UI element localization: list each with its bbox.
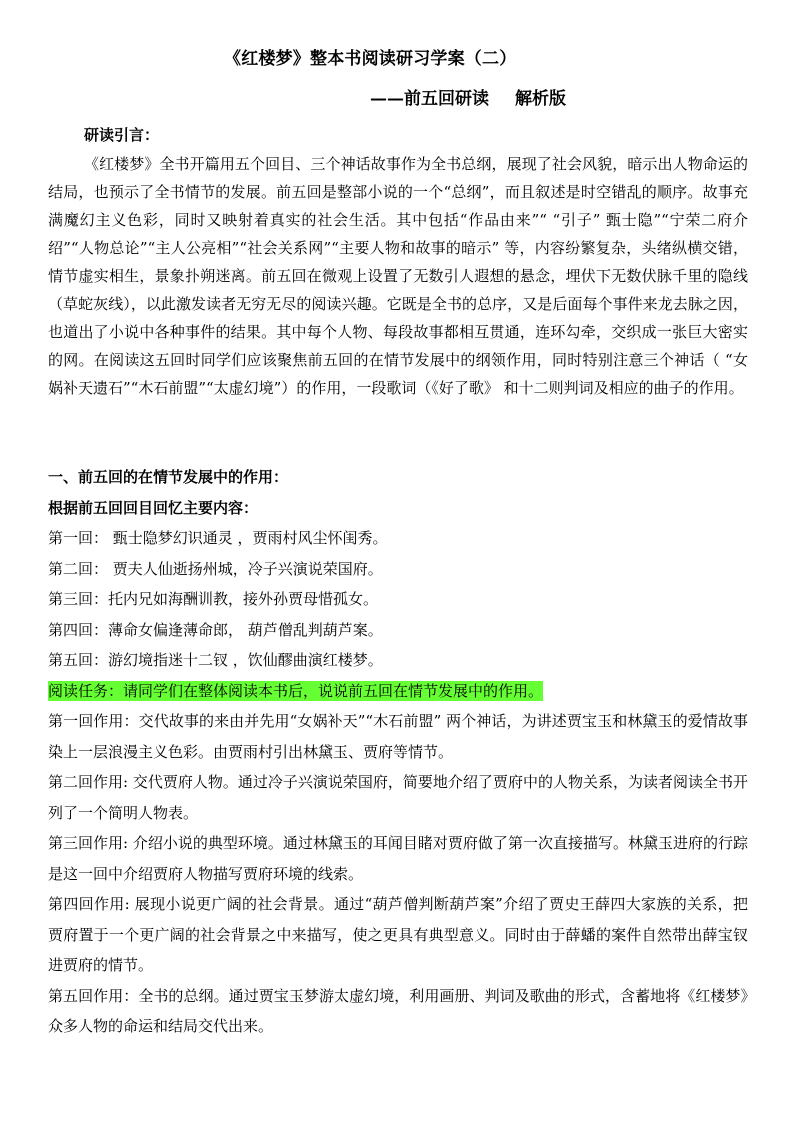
reading-task-highlight: 阅读任务：请同学们在整体阅读本书后，说说前五回在情节发展中的作用。 [48,681,544,700]
chapter-item: 第一回： 甄士隐梦幻识通灵 ，贾雨村风尘怀闺秀。 [48,529,388,547]
analysis-item: 第三回作用: 介绍小说的典型环境。通过林黛玉的耳闻目睹对贾府做了第一次直接描写。林黛玉进府的行踪是这一回中介绍贾府人物描写贾府环境的线索。 [48,834,748,883]
chapter-item: 第三回：托内兄如海酬训教，接外孙贾母惜孤女。 [48,590,379,608]
section-heading: 一、前五回的在情节发展中的作用： [48,468,289,486]
subtitle-main: ——前五回研读 [370,89,489,109]
analysis-item: 第一回作用：交代故事的来由并先用“女娲补天”“木石前盟” 两个神话，为讲述贾宝玉和林黛玉的爱情故事染上一层浪漫主义色彩。由贾雨村引出林黛玉、贾府等情节。 [48,712,748,761]
intro-heading: 研读引言： [84,126,160,144]
page-subtitle [370,84,566,109]
page-title: 《红楼梦》整本书阅读研习学案（二） [224,49,517,69]
chapter-item: 第二回： 贾夫人仙逝扬州城，冷子兴演说荣国府。 [48,559,383,578]
recall-heading: 根据前五回回目回忆主要内容： [48,498,259,517]
section-plot-role [48,462,748,1042]
analysis-item: 第二回作用: 交代贾府人物。通过冷子兴演说荣国府，简要地介绍了贾府中的人物关系，为读者阅读全书开列了一个简明人物表。 [48,773,748,822]
subtitle-tag: 解析版 [515,89,566,109]
analysis-item: 第五回作用：全书的总纲。通过贾宝玉梦游太虚幻境，利用画册、判词及歌曲的形式，含蓄地将《红楼梦》众多人物的命运和结局交代出来。 [48,986,748,1035]
intro-paragraph: 《红楼梦》全书开篇用五个回目、三个神话故事作为全书总纲，展现了社会风貌，暗示出人物命运的结局，也预示了全书情节的发展。前五回是整部小说的一个“总纲”，而且叙述是时空错乱的顺序。故事充满魔幻主义色彩，同时又映射着真实的社会生活。其中包括“作品由来”“ “引子” 甄士隐”“宁荣二府介绍”“人物总论”“主人公亮相”“社会关系网”“主要人物和故事的暗示” 等，内容纷繁复杂，头绪纵横交错，情节虚实相生，景象扑朔迷离。前五回在微观上设置了无数引人遐想的悬念，埋伏下无数伏脉千里的隐线（草蛇灰线），以此激发读者无穷无尽的阅读兴趣。它既是全书的总序，又是后面每个事件来龙去脉之因，也道出了小说中各种事件的结果。其中每个人物、每段故事都相互贯通，连环勾牵，交织成一张巨大密实的网。在阅读这五回时同学们应该聚焦前五回的在情节发展中的纲领作用，同时特别注意三个神话（ “女娲补天遗石”“木石前盟”“太虚幻境”）的作用，一段歌词（《好了歌》 和十二则判词及相应的曲子的作用。 [48,155,748,397]
analysis-item: 第四回作用: 展现小说更广阔的社会背景。通过“葫芦僧判断葫芦案”介绍了贾史王薛四大家族的关系，把贾府置于一个更广阔的社会背景之中来描写，使之更具有典型意义。同时由于薛蟠的案件自然带出薛宝钗进贾府的情节。 [48,895,748,974]
chapter-item: 第五回：游幻境指迷十二钗 ，饮仙醪曲演红楼梦。 [48,651,383,669]
chapter-item: 第四回：薄命女偏逢薄命郎， 葫芦僧乱判葫芦案。 [48,620,383,639]
reading-task [48,676,748,707]
